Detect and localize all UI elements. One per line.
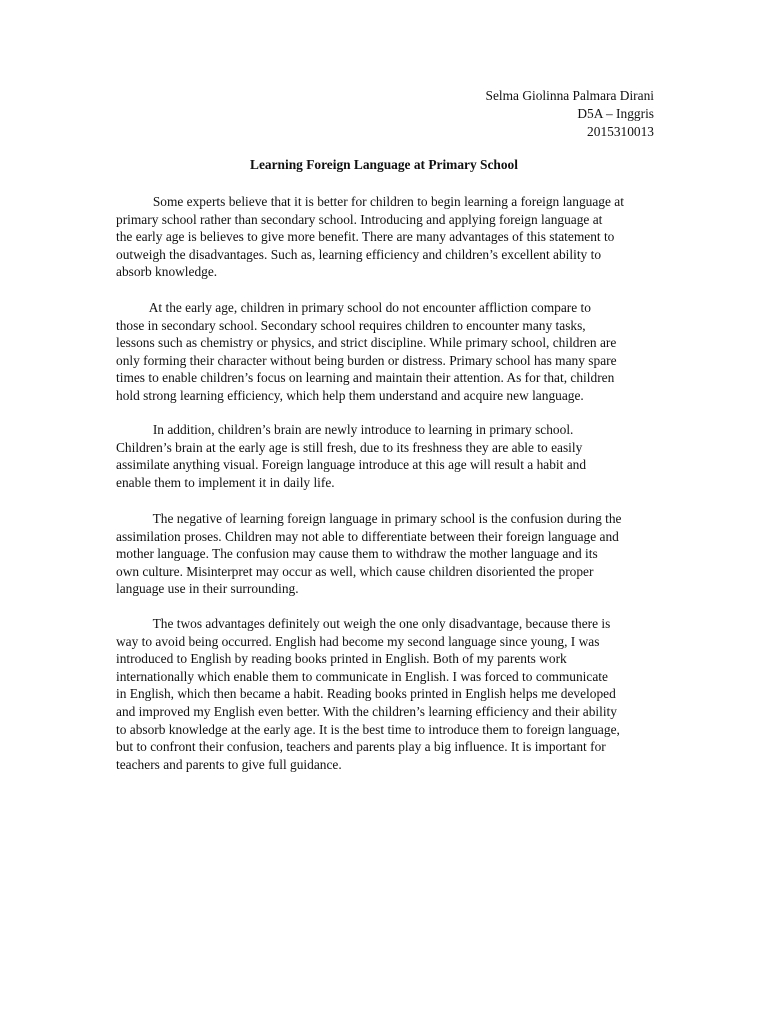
paragraph-line: own culture. Misinterpret may occur as well, which cause children disoriented the proper xyxy=(116,563,594,579)
paragraph-line: those in secondary school. Secondary school requires children to encounter many tasks, xyxy=(116,317,586,333)
paragraph-line: and improved my English even better. With the children’s learning efficiency and their ability xyxy=(116,703,617,719)
paragraph-line: to absorb knowledge at the early age. It is the best time to introduce them to foreign language, xyxy=(116,721,620,737)
paragraph-line: but to confront their confusion, teachers and parents play a big influence. It is important for xyxy=(116,739,606,755)
paragraph-line: Some experts believe that it is better for children to begin learning a foreign language at xyxy=(116,194,624,209)
paragraph-line: Children’s brain at the early age is still fresh, due to its freshness they are able to easily xyxy=(116,439,583,455)
paragraph-2 xyxy=(116,299,656,405)
paragraph-line: In addition, children’s brain are newly introduce to learning in primary school. xyxy=(116,422,574,437)
paragraph-line: only forming their character without being burden or distress. Primary school has many spare xyxy=(116,352,617,368)
paragraph-line: assimilate anything visual. Foreign language introduce at this age will result a habit and xyxy=(116,457,587,473)
paragraph-1 xyxy=(116,193,656,281)
paragraph-line: teachers and parents to give full guidance. xyxy=(116,756,342,772)
paragraph-line: The twos advantages definitely out weigh the one only disadvantage, because there is xyxy=(116,616,611,631)
paragraph-3 xyxy=(116,421,656,491)
paragraph-line: The negative of learning foreign language in primary school is the confusion during the xyxy=(116,511,622,526)
paragraph-line: language use in their surrounding. xyxy=(116,581,299,597)
paragraph-line: absorb knowledge. xyxy=(116,264,218,280)
paragraph-line: lessons such as chemistry or physics, and strict discipline. While primary school, children are xyxy=(116,335,617,351)
author-student-id: 2015310013 xyxy=(587,124,654,139)
author-name: Selma Giolinna Palmara Dirani xyxy=(485,88,654,103)
paragraph-line: mother language. The confusion may cause them to withdraw the mother language and its xyxy=(116,546,598,562)
paragraph-5 xyxy=(116,615,656,773)
paragraph-line: internationally which enable them to communicate in English. I was forced to communicate xyxy=(116,668,608,684)
paragraph-line: enable them to implement it in daily life. xyxy=(116,474,335,490)
paragraph-line: way to avoid being occurred. English had become my second language since young, I was xyxy=(116,633,600,649)
paragraph-line: At the early age, children in primary school do not encounter affliction compare to xyxy=(116,300,591,315)
paragraph-line: outweigh the disadvantages. Such as, learning efficiency and children’s excellent ability to xyxy=(116,246,602,262)
paragraph-line: in English, which then became a habit. Reading books printed in English helps me developed xyxy=(116,686,616,702)
paragraph-line: assimilation proses. Children may not able to differentiate between their foreign language and xyxy=(116,528,619,544)
paragraph-line: hold strong learning efficiency, which help them understand and acquire new language. xyxy=(116,387,584,403)
paragraph-4 xyxy=(116,510,656,598)
author-class: D5A – Inggris xyxy=(577,106,654,121)
author-header xyxy=(486,87,654,141)
paragraph-line: the early age is believes to give more benefit. There are many advantages of this statement to xyxy=(116,229,615,245)
paragraph-line: primary school rather than secondary school. Introducing and applying foreign language at xyxy=(116,211,603,227)
essay-title: Learning Foreign Language at Primary School xyxy=(250,157,518,172)
paragraph-line: times to enable children’s focus on learning and maintain their attention. As for that, children xyxy=(116,370,615,386)
paragraph-line: introduced to English by reading books printed in English. Both of my parents work xyxy=(116,651,567,667)
